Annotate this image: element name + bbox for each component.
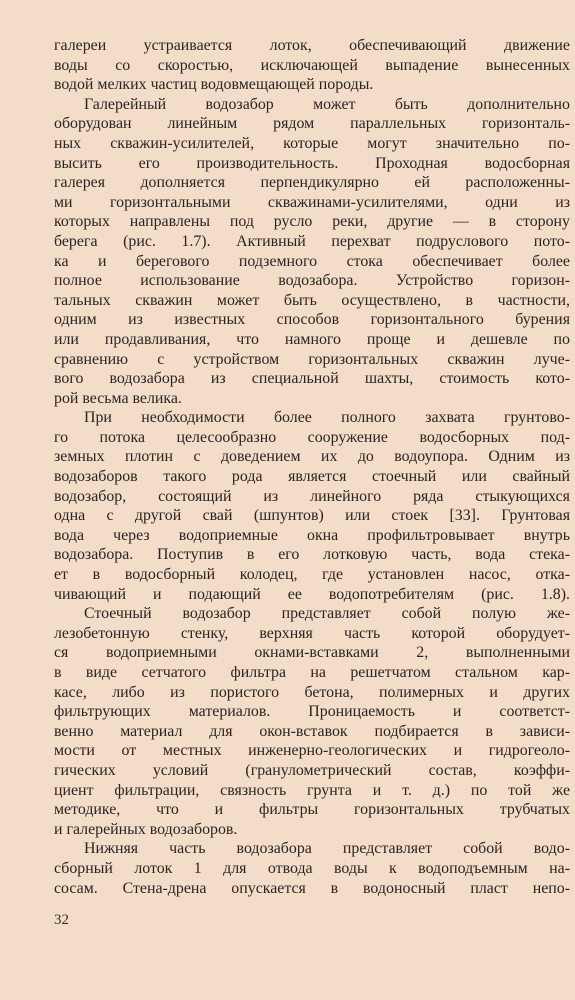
text-line: Галерейный водозабор может быть дополнительно <box>84 95 570 113</box>
text-line: венно материал для окон-вставок подбирается в зависи- <box>54 722 570 740</box>
text-line: касе, либо из пористого бетона, полимерных и других <box>54 683 570 701</box>
text-line: галереи устраивается лоток, обеспечивающий движение <box>54 37 570 54</box>
page-body <box>54 36 570 898</box>
text-line: ми горизонтальными скважинами-усилителями, одни из <box>54 193 570 211</box>
text-line: водозабора. Поступив в его лотковую часть, вода стека- <box>54 546 570 564</box>
text-line: водой мелких частиц водовмещающей породы. <box>54 76 374 94</box>
text-line: воды со скоростью, исключающей выпадение вынесенных <box>54 56 570 74</box>
text-line: ся водоприемными окнами-вставками 2, выполненными <box>54 644 570 662</box>
text-line: оборудован линейным рядом параллельных горизонталь- <box>54 115 570 133</box>
text-line: Стоечный водозабор представляет собой полую же- <box>84 605 570 623</box>
text-line: берега (рис. 1.7). Активный перехват подруслового пото- <box>54 232 570 250</box>
text-line: го потока целесообразно сооружение водосборных под- <box>54 428 570 446</box>
text-line: мости от местных инженерно-геологических и гидрогеоло- <box>54 742 570 760</box>
text-line: лезобетонную стенку, верхняя часть которой оборудует- <box>54 624 570 642</box>
text-line: водозабор, состоящий из линейного ряда стыкующихся <box>54 487 570 505</box>
paragraph-2 <box>54 95 570 409</box>
text-line: методике, что и фильтры горизонтальных трубчатых <box>54 801 570 819</box>
text-line: земных плотин с доведением их до водоупора. Одним из <box>54 448 570 466</box>
page-number: 32 <box>54 912 69 928</box>
text-line: рой весьма велика. <box>54 389 182 407</box>
text-line: сосам. Стена-дрена опускается в водоносный пласт непо- <box>54 879 570 897</box>
paragraph-1 <box>54 36 570 95</box>
text-line: или продавливания, что намного проще и дешевле по <box>54 330 570 348</box>
text-line: в виде сетчатого фильтра на решетчатом стальном кар- <box>54 664 570 681</box>
text-line: ка и берегового подземного стока обеспечивает более <box>54 252 570 270</box>
text-line: сравнению с устройством горизонтальных скважин луче- <box>54 350 570 368</box>
text-line: одна с другой свай (шпунтов) или стоек [33]. Грунтовая <box>54 507 570 525</box>
paragraph-3 <box>54 408 570 604</box>
text-line: и галерейных водозаборов. <box>54 820 238 838</box>
text-line: циент фильтрации, связность грунта и т. д.) по той же <box>54 781 570 799</box>
text-line: Нижняя часть водозабора представляет собой водо- <box>84 840 570 858</box>
text-line: вода через водоприемные окна профильтровывает внутрь <box>54 526 570 544</box>
text-line: При необходимости более полного захвата грунтово- <box>84 409 570 427</box>
text-line: чивающий и подающий ее водопотребителям (рис. 1.8). <box>54 585 570 603</box>
text-line: ных скважин-усилителей, которые могут значительно по- <box>54 134 570 152</box>
text-line: ет в водосборный колодец, где установлен насос, отка- <box>54 566 570 584</box>
text-line: высить его производительность. Проходная водосборная <box>54 154 570 172</box>
text-line: водозаборов такого рода является стоечный или свайный <box>54 468 570 486</box>
text-line: сборный лоток 1 для отвода воды к водоподъемным на- <box>54 859 570 877</box>
text-line: тальных скважин может быть осуществлено, в частности, <box>54 291 570 309</box>
text-line: вого водозабора из специальной шахты, стоимость кото- <box>54 370 570 388</box>
text-line: одним из известных способов горизонтального бурения <box>54 311 570 329</box>
text-line: гических условий (гранулометрический состав, коэффи- <box>54 761 570 779</box>
text-line: фильтрующих материалов. Проницаемость и соответст- <box>54 703 570 721</box>
paragraph-4 <box>54 604 570 839</box>
paragraph-5 <box>54 839 570 898</box>
text-line: которых направлены под русло реки, другие — в сторону <box>54 213 570 231</box>
text-line: полное использование водозабора. Устройство горизон- <box>54 272 570 290</box>
text-line: галерея дополняется перпендикулярно ей расположенны- <box>54 174 570 192</box>
